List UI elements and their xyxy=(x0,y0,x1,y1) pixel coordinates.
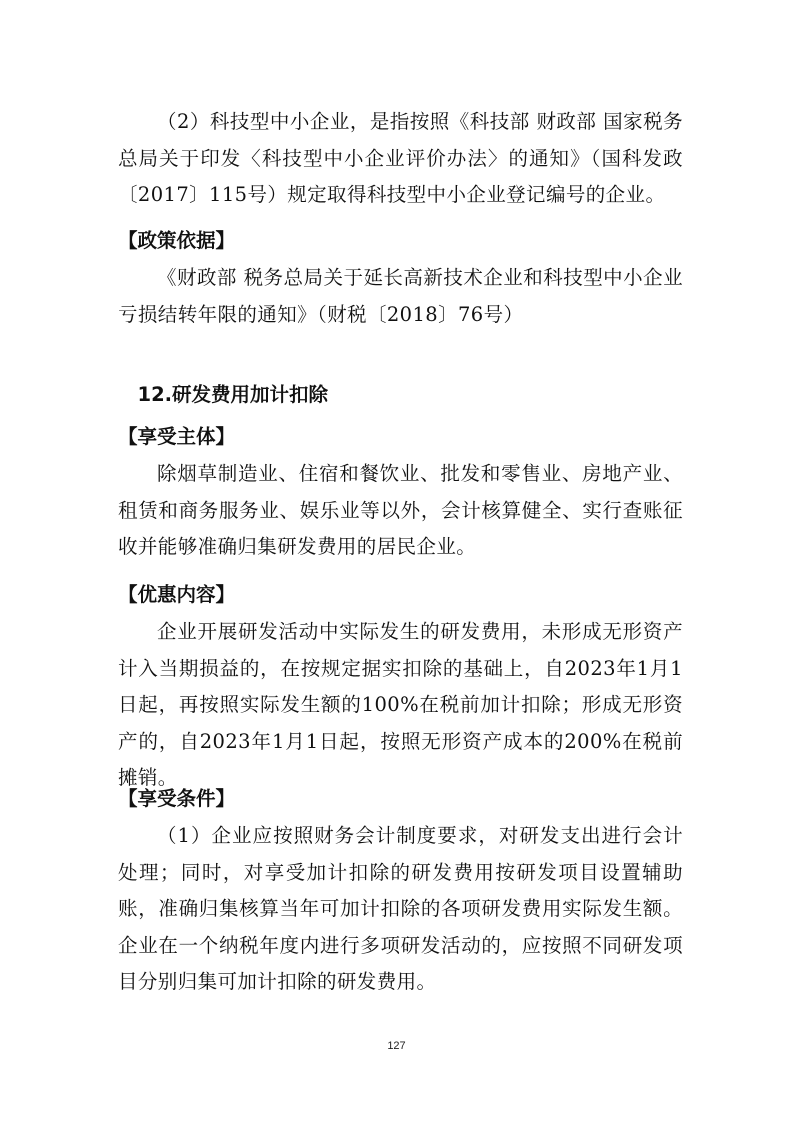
content-text: 企业开展研发活动中实际发生的研发费用，未形成无形资产计入当期损益的，在按规定据实扣除的基础上，自2023年1月1日起，再按照实际发生额的100%在税前加计扣除；形成无形资产的，自2023年1月1日起，按照无形资产成本的200%在税前摊销。 xyxy=(118,620,683,789)
conditions-heading: 【享受条件】 xyxy=(118,787,236,810)
content-heading: 【优惠内容】 xyxy=(118,583,236,606)
section-12 xyxy=(118,380,683,410)
subject-text: 除烟草制造业、住宿和餐饮业、批发和零售业、房地产业、租赁和商务服务业、娱乐业等以外，会计核算健全、实行查账征收并能够准确归集研发费用的居民企业。 xyxy=(118,462,683,558)
subject-heading: 【享受主体】 xyxy=(118,425,236,448)
conditions-text: （1）企业应按照财务会计制度要求，对研发支出进行会计处理；同时，对享受加计扣除的研发费用按研发项目设置辅助账，准确归集核算当年可加计扣除的各项研发费用实际发生额。企业在一个纳税年度内进行多项研发活动的，应按照不同研发项目分别归集可加计扣除的研发费用。 xyxy=(118,824,683,993)
paragraph-sme-definition xyxy=(118,104,683,214)
subject-section xyxy=(118,422,683,566)
body-text: （2）科技型中小企业，是指按照《科技部 财政部 国家税务总局关于印发〈科技型中小企业评价办法〉的通知》（国科发政〔2017〕115号）规定取得科技型中小企业登记编号的企业。 xyxy=(118,110,683,206)
policy-basis-text: 《财政部 税务总局关于延长高新技术企业和科技型中小企业亏损结转年限的通知》（财税〔2018〕76号） xyxy=(118,266,683,326)
conditions-section xyxy=(118,784,683,1001)
content-section xyxy=(118,580,683,797)
policy-basis-section xyxy=(118,226,683,333)
page-number: 127 xyxy=(387,1040,406,1052)
section-title: 12.研发费用加计扣除 xyxy=(137,383,329,406)
policy-basis-heading: 【政策依据】 xyxy=(118,229,236,252)
